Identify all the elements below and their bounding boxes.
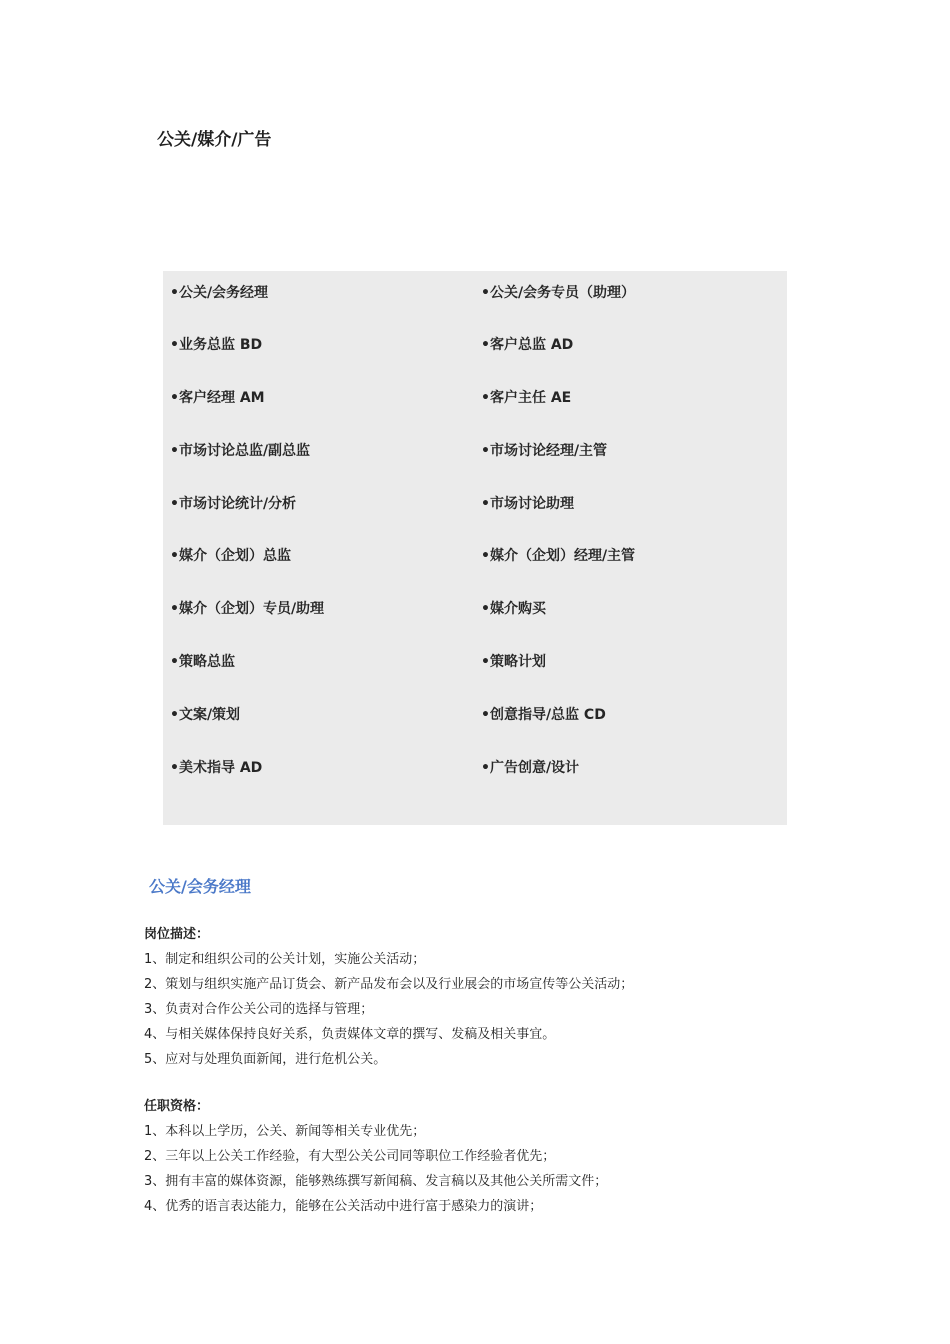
job-item: •文案/策划 — [170, 707, 241, 723]
job-item: •广告创意/设计 — [481, 760, 580, 776]
requirements-line: 2、三年以上公关工作经验，有大型公关公司同等职位工作经验者优先； — [144, 1149, 556, 1164]
job-item: •策略计划 — [481, 654, 546, 670]
requirements-line: 3、拥有丰富的媒体资源，能够熟练撰写新闻稿、发言稿以及其他公关所需文件； — [144, 1174, 608, 1189]
requirements-line: 1、本科以上学历，公关、新闻等相关专业优先； — [144, 1124, 426, 1139]
job-item: •市场讨论统计/分析 — [170, 496, 297, 512]
job-item: •美术指导 AD — [170, 760, 263, 776]
description-line: 5、应对与处理负面新闻，进行危机公关。 — [144, 1052, 387, 1067]
page-title: 公关/媒介/广告 — [157, 130, 272, 150]
job-item: •业务总监 BD — [170, 337, 263, 353]
job-item: •客户经理 AM — [170, 390, 265, 406]
requirements-line: 4、优秀的语言表达能力，能够在公关活动中进行富于感染力的演讲； — [144, 1199, 543, 1214]
description-line: 1、制定和组织公司的公关计划，实施公关活动； — [144, 952, 426, 967]
job-item: •市场讨论经理/主管 — [481, 443, 608, 459]
job-item: •媒介（企划）总监 — [170, 548, 291, 564]
job-item: •公关/会务经理 — [170, 285, 269, 301]
job-item: •策略总监 — [170, 654, 235, 670]
job-item: •公关/会务专员（助理） — [481, 285, 636, 301]
description-line: 2、策划与组织实施产品订货会、新产品发布会以及行业展会的市场宣传等公关活动； — [144, 977, 634, 992]
job-item: •市场讨论助理 — [481, 496, 574, 512]
job-item: •创意指导/总监 CD — [481, 707, 606, 723]
section-heading: 公关/会务经理 — [149, 877, 251, 896]
requirements-label: 任职资格： — [144, 1099, 210, 1114]
job-item: •媒介（企划）专员/助理 — [170, 601, 325, 617]
job-item: •媒介（企划）经理/主管 — [481, 548, 636, 564]
job-item: •媒介购买 — [481, 601, 546, 617]
description-label: 岗位描述： — [144, 927, 210, 942]
job-item: •市场讨论总监/副总监 — [170, 443, 311, 459]
job-item: •客户主任 AE — [481, 390, 572, 406]
description-line: 3、负责对合作公关公司的选择与管理； — [144, 1002, 374, 1017]
job-category-grid — [163, 271, 787, 825]
description-line: 4、与相关媒体保持良好关系，负责媒体文章的撰写、发稿及相关事宜。 — [144, 1027, 556, 1042]
job-item: •客户总监 AD — [481, 337, 574, 353]
